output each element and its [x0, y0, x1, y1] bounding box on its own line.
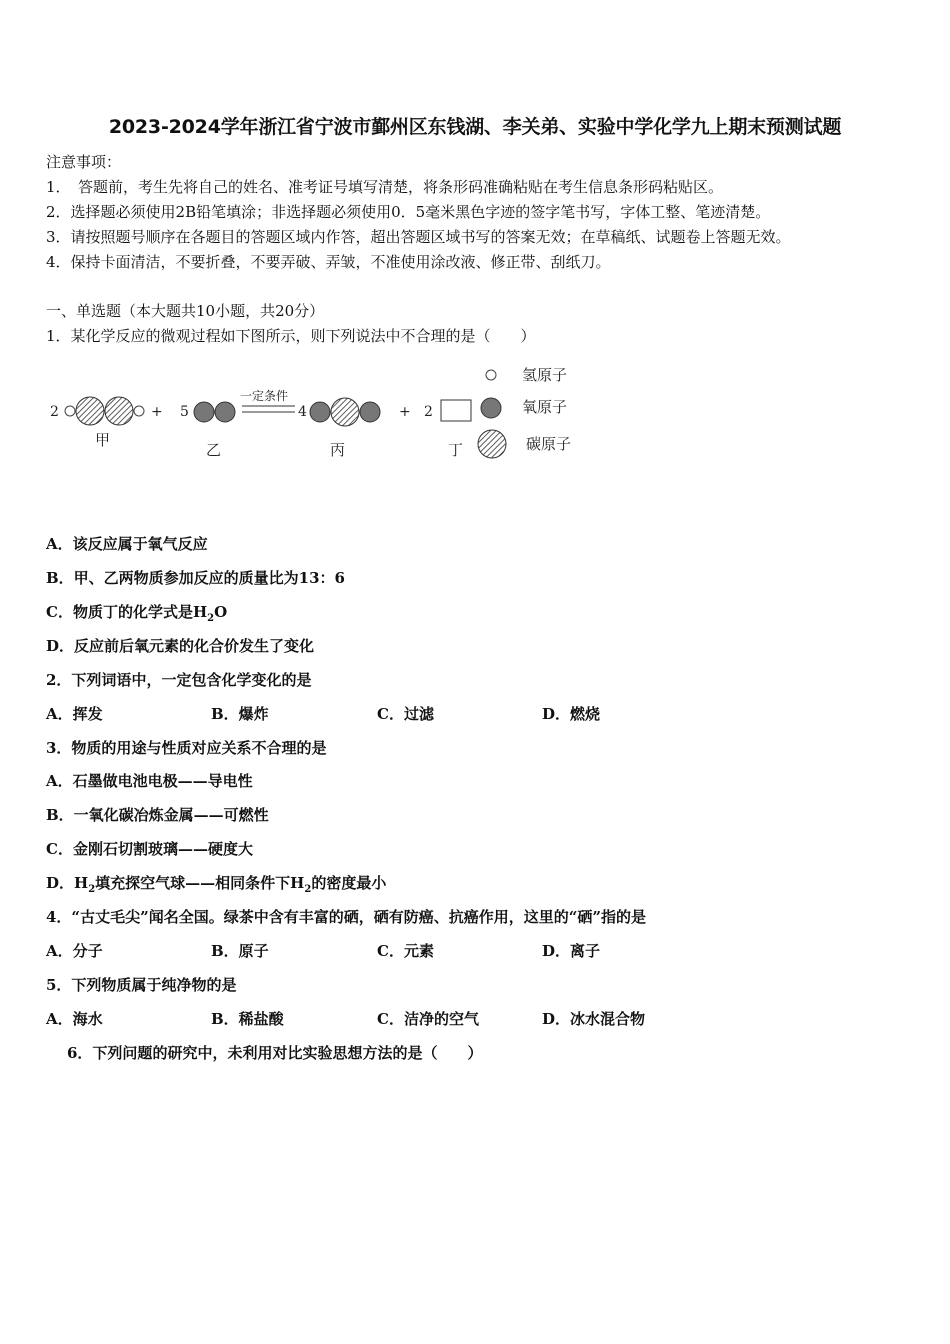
carbon-atom	[105, 397, 133, 425]
question-6-stem: 6．下列问题的研究中，未利用对比实验思想方法的是（ ）	[67, 1044, 483, 1062]
plus-sign-2: +	[399, 404, 411, 420]
notice-item-2: 2．选择题必须使用2B铅笔填涂；非选择题必须使用0．5毫米黑色字迹的签字笔书写，字体工整、笔迹清楚。	[46, 203, 771, 221]
carbon-atom	[76, 397, 104, 425]
label-ding: 丁	[448, 441, 464, 459]
unknown-box	[441, 400, 471, 421]
notice-item-3: 3．请按照题号顺序在各题目的答题区域内作答，超出答题区域书写的答案无效；在草稿纸、试题卷上答题无效。	[46, 228, 791, 246]
question-1-option-c: C．物质丁的化学式是$H_2O$	[46, 603, 228, 624]
coef-yi: 5	[180, 404, 189, 420]
question-4-option-b: B．原子	[211, 942, 269, 960]
oxygen-atom	[310, 402, 330, 422]
question-4-option-a: A．分子	[46, 942, 103, 960]
question-5-stem: 5．下列物质属于纯净物的是	[46, 976, 237, 994]
coef-ding: 2	[424, 404, 433, 420]
hydrogen-atom	[134, 406, 144, 416]
hydrogen-atom	[65, 406, 75, 416]
question-4-option-d: D．离子	[542, 942, 601, 960]
notice-item-4: 4．保持卡面清洁，不要折叠，不要弄破、弄皱，不准使用涂改液、修正带、刮纸刀。	[46, 253, 611, 271]
question-5-option-c: C．洁净的空气	[377, 1010, 479, 1028]
question-5-option-a: A．海水	[46, 1010, 103, 1028]
legend-carbon: 碳原子	[526, 435, 572, 453]
question-4-stem: 4．“古丈毛尖”闻名全国。绿茶中含有丰富的硒，硒有防癌、抗癌作用，这里的“硒”指的是	[46, 908, 646, 926]
question-2-option-c: C．过滤	[377, 705, 434, 723]
carbon-atom	[331, 398, 359, 426]
question-2-option-a: A．挥发	[46, 705, 103, 723]
question-4-option-c: C．元素	[377, 942, 434, 960]
question-1-option-b: B．甲、乙两物质参加反应的质量比为13：6	[46, 569, 345, 587]
label-jia: 甲	[95, 431, 111, 449]
question-2-option-d: D．燃烧	[542, 705, 601, 723]
coef-jia: 2	[50, 404, 59, 420]
question-3-option-a: A．石墨做电池电极——导电性	[46, 772, 253, 790]
oxygen-atom	[360, 402, 380, 422]
notice-heading: 注意事项：	[46, 153, 122, 171]
question-3-option-d: D．$H_2$填充探空气球——相同条件下$H_2$的密度最小	[46, 874, 387, 895]
question-3-option-c: C．金刚石切割玻璃——硬度大	[46, 840, 253, 858]
condition-label: 一定条件	[240, 389, 289, 403]
label-bing: 丙	[330, 441, 346, 459]
coef-bing: 4	[298, 404, 307, 420]
legend-hydrogen-icon	[486, 370, 496, 380]
legend-oxygen: 氧原子	[522, 398, 568, 416]
plus-sign: +	[151, 404, 163, 420]
oxygen-atom	[194, 402, 214, 422]
legend-hydrogen: 氢原子	[522, 366, 568, 384]
question-2-option-b: B．爆炸	[211, 705, 269, 723]
question-3-option-b: B．一氧化碳冶炼金属——可燃性	[46, 806, 269, 824]
label-yi: 乙	[206, 441, 222, 459]
page-title: 2023-2024学年浙江省宁波市鄞州区东钱湖、李关弟、实验中学化学九上期末预测试题	[108, 116, 842, 138]
notice-item-1: 1． 答题前，考生先将自己的姓名、准考证号填写清楚，将条形码准确粘贴在考生信息条形码粘贴区。	[46, 178, 724, 196]
legend-carbon-icon	[478, 430, 506, 458]
question-2-stem: 2．下列词语中，一定包含化学变化的是	[46, 671, 312, 689]
question-5-option-b: B．稀盐酸	[211, 1010, 284, 1028]
legend-oxygen-icon	[481, 398, 501, 418]
question-1-stem: 1．某化学反应的微观过程如下图所示，则下列说法中不合理的是（ ）	[46, 327, 536, 345]
reaction-diagram	[40, 360, 600, 470]
section-heading: 一、单选题（本大题共10小题，共20分）	[46, 302, 325, 320]
question-1-option-d: D．反应前后氧元素的化合价发生了变化	[46, 637, 315, 655]
oxygen-atom	[215, 402, 235, 422]
question-3-stem: 3．物质的用途与性质对应关系不合理的是	[46, 739, 327, 757]
question-1-option-a: A．该反应属于氧气反应	[46, 535, 208, 553]
question-5-option-d: D．冰水混合物	[542, 1010, 646, 1028]
